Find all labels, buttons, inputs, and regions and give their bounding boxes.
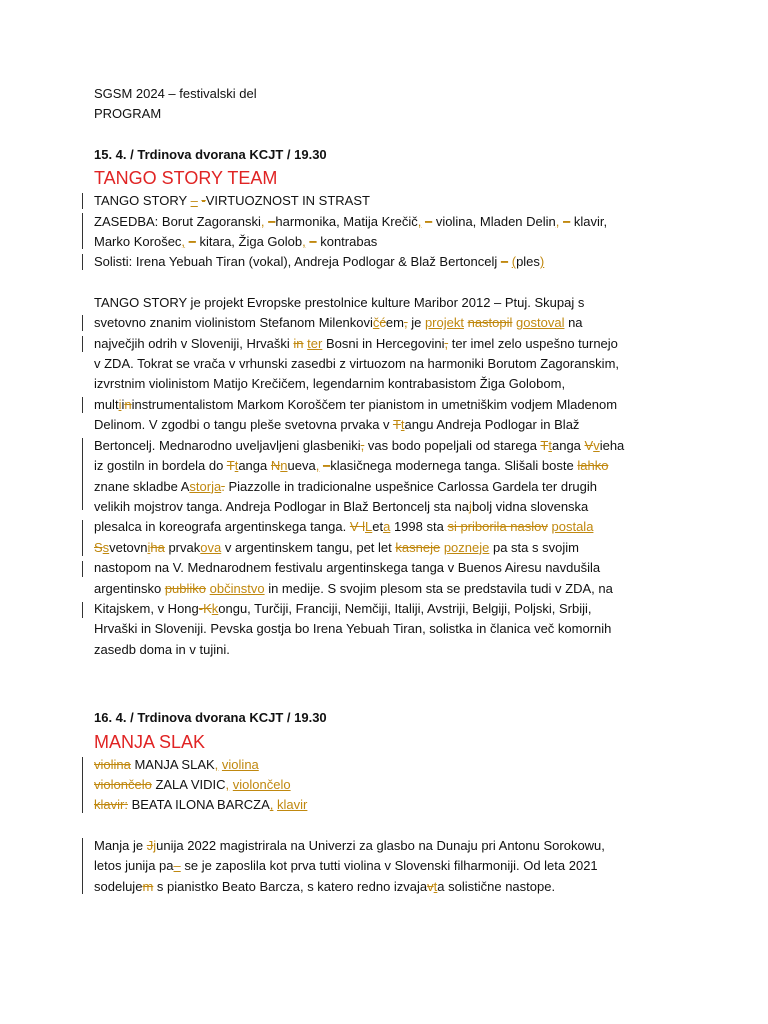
paragraph-line: letos junija pa– se je zaposlila kot prva tutti violina v Slovenski filharmoniji. Od leta 2021 (94, 858, 598, 874)
change-bar (82, 213, 83, 249)
change-bar (82, 520, 83, 556)
change-bar (82, 757, 83, 813)
header-line-1: SGSM 2024 – festivalski del (94, 86, 257, 101)
event2-description (94, 836, 674, 897)
lineup-line: violina MANJA SLAK, violina (94, 756, 259, 772)
lineup-line: Solisti: Irena Yebuah Tiran (vokal), Andreja Podlogar & Blaž Bertoncelj – (ples) (94, 254, 545, 270)
paragraph-line: sodelujem s pianistko Beato Barcza, s katero redno izvajavta solistične nastope. (94, 878, 556, 894)
change-bar (82, 336, 83, 352)
lineup-line: TANGO STORY – -VIRTUOZNOST IN STRAST (94, 193, 370, 209)
paragraph-line: Manja je Jjunija 2022 magistrirala na Univerzi za glasbo na Dunaju pri Antonu Sorokowu, (94, 837, 605, 853)
paragraph-line: Ssvetovniha prvakova v argentinskem tangu, pet let kasneje pozneje pa sta s svojim (94, 539, 579, 555)
lineup-line: klavir: BEATA ILONA BARCZA, klavir (94, 797, 308, 813)
paragraph-line: izvrstnim violinistom Matijo Krečičem, legendarnim kontrabasistom Žiga Golobom, (94, 376, 566, 392)
paragraph-line: argentinsko publiko občinstvo in medije. S svojim plesom sta se predstavila tudi v ZDA, na (94, 580, 613, 596)
change-bar (82, 602, 83, 618)
event1-description (94, 293, 674, 660)
change-bar (82, 561, 83, 577)
paragraph-line: Delinom. V zgodbi o tangu pleše svetovna prvaka v Ttangu Andreja Podlogar in Blaž (94, 417, 580, 433)
change-bar (82, 193, 83, 209)
change-bar (82, 315, 83, 331)
paragraph-line: plesalca in koreografa argentinskega tanga. V lLeta 1998 sta si priborila naslov postala (94, 519, 594, 535)
paragraph-line: zasedb doma in v tujini. (94, 641, 230, 657)
paragraph-line: znane skladbe Astorja. Piazzolle in tradicionalne uspešnice Carlossa Gardela ter drugih (94, 478, 597, 494)
paragraph-line: Kitajskem, v Hong-Kkongu, Turčiji, Franciji, Nemčiji, Italiji, Avstriji, Belgiji, Poljski, Srbiji, (94, 600, 592, 616)
change-bar (82, 838, 83, 894)
paragraph-line: velikih mojstrov tanga. Andreja Podlogar in Blaž Bertoncelj sta najbolj vidna slovenska (94, 498, 589, 514)
paragraph-line: v ZDA. Tokrat se vrača v vrhunski zasedbi z virtuozom na harmoniki Borutom Zagoranskim, (94, 356, 620, 372)
paragraph-line: Bertoncelj. Mednarodno uveljavljeni glasbeniki, vas bodo popeljali od starega Ttanga Vvieha (94, 437, 625, 453)
lineup-line: ZASEDBA: Borut Zagoranski, –harmonika, Matija Krečič, – violina, Mladen Delin, – klavir, (94, 213, 608, 229)
paragraph-line: svetovno znanim violinistom Stefanom Milenkovičćem, je projekt nastopil gostoval na (94, 315, 583, 331)
change-bar (82, 254, 83, 270)
change-bar (82, 438, 83, 510)
document-page (94, 84, 674, 897)
paragraph-line: multiininstrumentalistom Markom Koroščem ter pianistom in umetniškim vodjem Mladenom (94, 396, 618, 412)
change-bar (82, 397, 83, 413)
paragraph-line: Hrvaški in Sloveniji. Pevska gostja bo Irena Yebuah Tiran, solistka in članica več komornih (94, 621, 612, 637)
paragraph-line: nastopom na V. Mednarodnem festivalu argentinskega tanga v Buenos Airesu navdušila (94, 560, 601, 576)
event1-title: TANGO STORY TEAM (94, 168, 278, 189)
header-line-2: PROGRAM (94, 106, 162, 122)
event2-date: 16. 4. / Trdinova dvorana KCJT / 19.30 (94, 710, 327, 726)
event1-date: 15. 4. / Trdinova dvorana KCJT / 19.30 (94, 146, 327, 162)
event2-title: MANJA SLAK (94, 731, 206, 752)
lineup-line: Marko Korošec, – kitara, Žiga Golob, – kontrabas (94, 234, 378, 250)
lineup-line: violončelo ZALA VIDIC, violončelo (94, 776, 291, 792)
event1-lineup (94, 191, 674, 273)
paragraph-line: največjih odrih v Sloveniji, Hrvaški in ter Bosni in Hercegovini, ter imel zelo uspešno turnejo (94, 335, 618, 351)
paragraph-line: iz gostiln in bordela do Ttanga Nnueva, –klasičnega modernega tanga. Slišali boste lahko (94, 458, 609, 474)
paragraph-line: TANGO STORY je projekt Evropske prestolnice kulture Maribor 2012 – Ptuj. Skupaj s (94, 294, 585, 310)
event2-lineup (94, 755, 674, 816)
